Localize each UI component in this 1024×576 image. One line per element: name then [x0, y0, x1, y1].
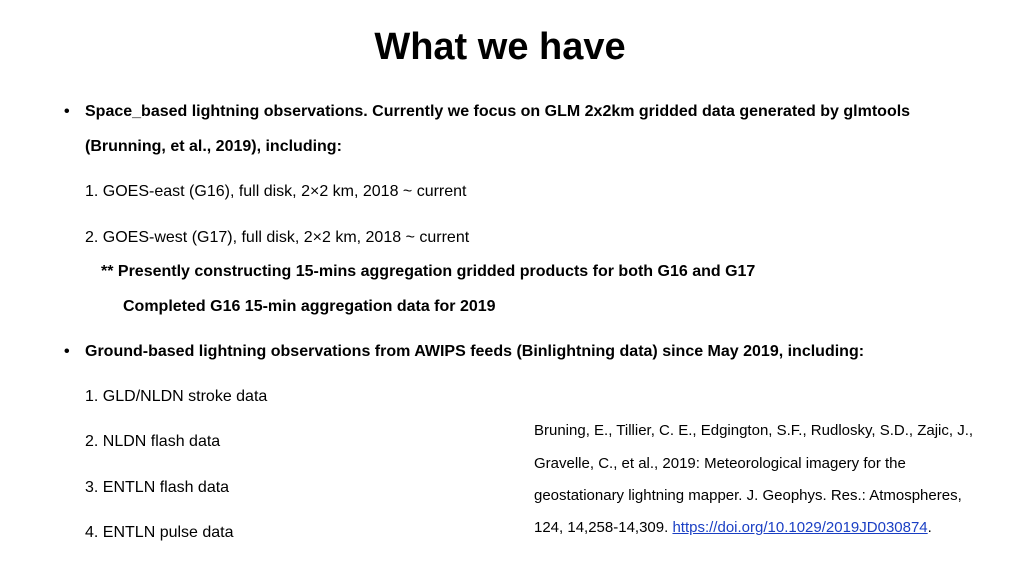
- list-item-gld-nldn: 1. GLD/NLDN stroke data: [85, 388, 268, 405]
- bullet-ground-based-line1: Ground-based lightning observations from AWIPS feeds (Binlightning data) since May 2019, including:: [85, 343, 865, 360]
- doi-link[interactable]: https://doi.org/10.1029/2019JD030874: [672, 519, 928, 536]
- reference-line4-suffix: .: [927, 519, 932, 536]
- list-item-nldn-flash: 2. NLDN flash data: [85, 433, 221, 450]
- list-item-entln-flash: 3. ENTLN flash data: [85, 479, 230, 496]
- list-item-entln-pulse: 4. ENTLN pulse data: [85, 524, 234, 541]
- note-completed: Completed G16 15-min aggregation data for 2019: [123, 298, 496, 315]
- reference-line2: Gravelle, C., et al., 2019: Meteorological imagery for the: [534, 455, 906, 472]
- note-constructing: ** Presently constructing 15-mins aggregation gridded products for both G16 and G17: [101, 263, 756, 280]
- reference-line4: [534, 518, 932, 538]
- slide-title: What we have: [374, 26, 626, 68]
- list-item-goes-west: 2. GOES-west (G17), full disk, 2×2 km, 2018 ~ current: [85, 229, 470, 246]
- reference-line4-prefix: 124, 14,258-14,309.: [534, 519, 673, 536]
- reference-line3: geostationary lightning mapper. J. Geophys. Res.: Atmospheres,: [534, 487, 962, 504]
- bullet-dot-icon: •: [64, 343, 70, 360]
- bullet-dot-icon: •: [64, 103, 70, 120]
- bullet-space-based-line1: Space_based lightning observations. Currently we focus on GLM 2x2km gridded data generated by glmtools: [85, 103, 911, 120]
- reference-line1: Bruning, E., Tillier, C. E., Edgington, S.F., Rudlosky, S.D., Zajic, J.,: [534, 422, 974, 439]
- bullet-space-based-line2: (Brunning, et al., 2019), including:: [85, 138, 342, 155]
- list-item-goes-east: 1. GOES-east (G16), full disk, 2×2 km, 2018 ~ current: [85, 183, 467, 200]
